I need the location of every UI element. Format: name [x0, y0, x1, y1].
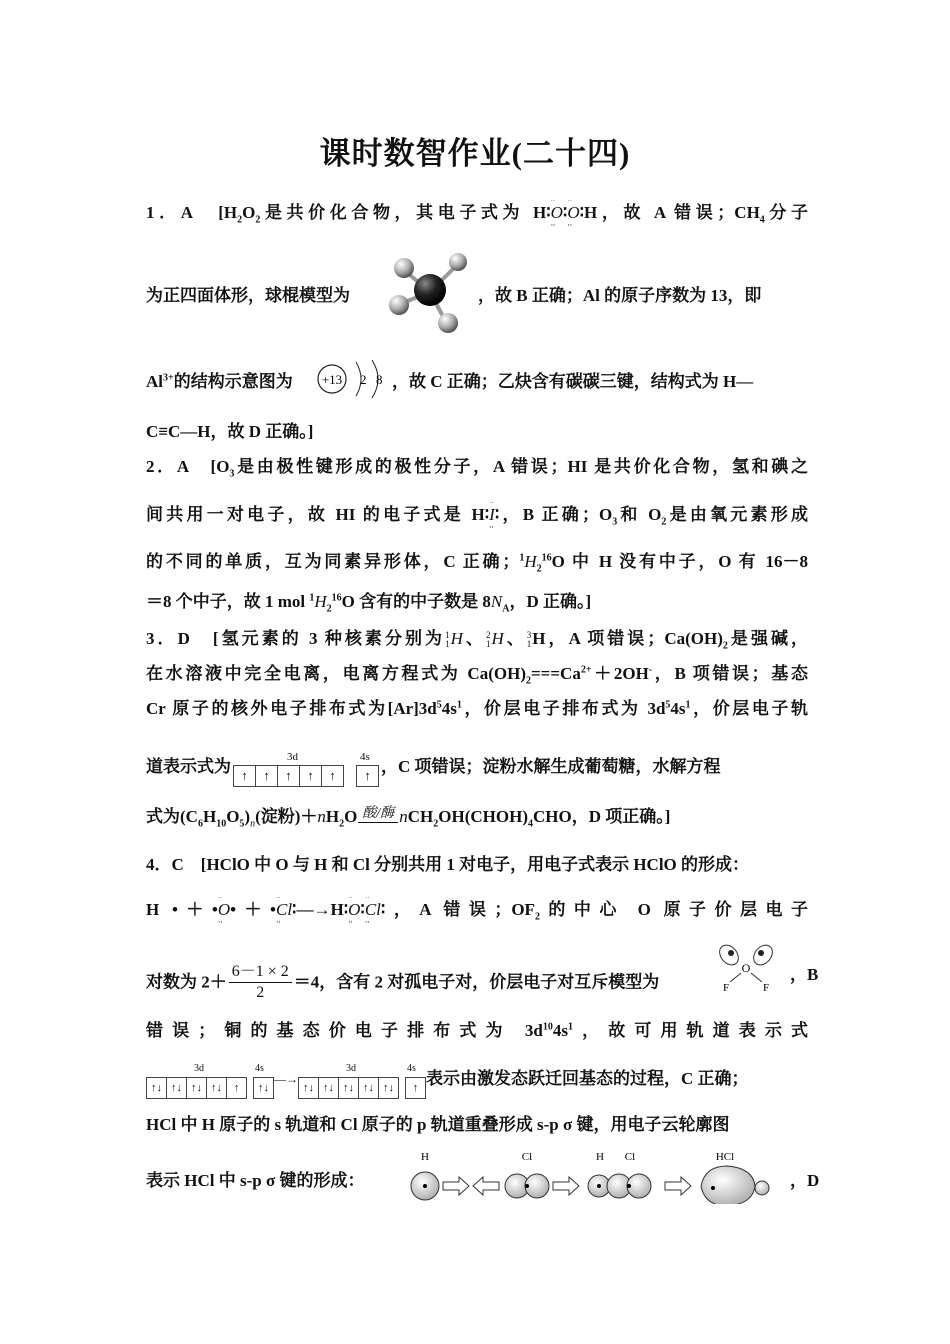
- q3-line-1: 3．D [氢元素的 3 种核素分别为 1 1 H、 2 1 H、 3 1 H，A 项错误；$Ca(OH)_2$是强碱，: [146, 629, 808, 652]
- q4-line-4: 错误；铜的基态价电子排布式为 $3d^{10}4s^1$，故可用轨道表示式: [146, 1021, 808, 1040]
- q3-line-4: 道表示式为 3d ↑ ↑ ↑ ↑ ↑ 4s ↑ ，C 项错误；淀粉水解生成葡萄糖，水解方程: [146, 746, 808, 788]
- reaction-condition: 酸/酶: [358, 806, 398, 831]
- page-title: 课时数智作业(二十四): [319, 136, 631, 171]
- vsepr-f2-label: F: [762, 982, 770, 992]
- shell-1-count: 2: [360, 372, 367, 387]
- q4-line-3: 对数为 2＋ $\frac{6-1 \times 2}{2}$ ＝4，含有 2 对孤电子对，价层电子对互斥模型为: [146, 963, 660, 1001]
- cu-ground-4s-orbital: 4s ↑: [399, 1058, 426, 1100]
- cu-excited-4s-orbital: 4s ↑↓: [247, 1058, 274, 1100]
- q4-line-1: 4．C [HClO 中 O 与 H 和 Cl 分别共用 1 对电子，用电子式表示 HClO 的形成：: [146, 855, 750, 874]
- shell-2-count: 8: [376, 372, 383, 387]
- q1-line-4: C≡C—H，故 D 正确。]: [146, 422, 314, 441]
- q1-line-2: 为正四面体形，球棍模型为: [146, 286, 350, 305]
- cloud-hcl-label: HCl: [715, 1151, 735, 1163]
- q2-line-2: 间共用一对电子，故 HI 的电子式是 H∶·· I ··∶，B 正确；$O_3$和 $O_2$是由氧元素形成: [146, 502, 808, 528]
- cu-ground-3d-orbitals: 3d ↑↓ ↑↓ ↑↓ ↑↓ ↑↓: [298, 1058, 399, 1100]
- q1-line-3: $Al^{3+}$的结构示意图为: [146, 372, 293, 391]
- q4-line-2: H •＋•·· O ··•＋•·· Cl ··∶—→H∶·· O ··∶·· Cl ··∶，A 错误；$OF_2$的中心 O 原子价层电子: [146, 897, 808, 923]
- q3-line-2: 在水溶液中完全电离，电离方程式为 $Ca(OH)_2===Ca^{2+}+2OH^-$，B 项错误；基态: [146, 664, 808, 687]
- q2-line-4: ＝8 个中子，故 1 mol $^1H_2^{16}O$ 含有的中子数是 $8N_A$，D 正确。]: [146, 592, 592, 615]
- q1-line-2b: ，故 B 正确；Al 的原子序数为 13，即: [478, 286, 762, 305]
- q2-line-3: 的不同的单质，互为同素异形体，C 正确；$^1H_2^{16}O$ 中 H 没有中子，O 有 16－8: [146, 552, 808, 575]
- q1-line-3b: ，故 C 正确；乙炔含有碳碳三键，结构式为 H—: [392, 372, 754, 391]
- cloud-h2-label: H: [596, 1151, 604, 1163]
- q4-line-7: 表示 HCl 中 s-p σ 键的形成：: [146, 1171, 365, 1190]
- hcl-sp-sigma-bond-cloud-diagram: [405, 1148, 787, 1204]
- cu-excited-3d-orbitals: 3d ↑↓ ↑↓ ↑↓ ↑↓ ↑: [146, 1058, 247, 1100]
- nucleus-charge: +13: [321, 372, 343, 387]
- vsepr-model-diagram: [717, 942, 775, 992]
- vsepr-o-label: O: [741, 961, 751, 975]
- q3-line-5: 式为$(C_6H_{10}O_5)_n$(淀粉)$+nH_2O$ 酸/酶 $nCH_2OH(CHOH)_4CHO$，D 项正确。]: [146, 805, 671, 830]
- cloud-h-label: H: [421, 1151, 429, 1163]
- cr-4s-orbital-diagram: 4s ↑: [354, 746, 381, 788]
- cloud-cl-label: Cl: [521, 1151, 533, 1163]
- q4-line-5: 3d ↑↓ ↑↓ ↑↓ ↑↓ ↑ 4s ↑↓ —→ 3d ↑↓ ↑↓ ↑↓ ↑↓ ↑↓ 4s ↑ 表示由激发态跃迁回基态的过程，C 正确；: [146, 1058, 816, 1100]
- q4-line-7b: ，D: [790, 1171, 820, 1190]
- q4-line-3b: ，B: [790, 965, 819, 984]
- fraction: $\frac{6-1 \times 2}{2}$: [229, 962, 292, 1003]
- al3-ion-structure-diagram: [312, 356, 392, 402]
- cloud-cl2-label: Cl: [624, 1151, 636, 1163]
- vsepr-f1-label: F: [722, 982, 730, 992]
- q3-line-3: Cr 原子的核外电子排布式为$[Ar]3d^54s^1$，价层电子排布式为 $3d^54s^1$，价层电子轨: [146, 699, 808, 718]
- q2-line-1: 2．A [$O_3$是由极性键形成的极性分子，A 错误；HI 是共价化合物，氢和碘之: [146, 457, 808, 480]
- q1-line-1: 1．A [$H_2O_2$是共价化合物，其电子式为 H∶·· O ··∶·· O ··∶H，故 A 错误；$CH_4$分子: [146, 200, 808, 226]
- cr-3d-orbital-diagram: 3d ↑ ↑ ↑ ↑ ↑: [231, 746, 346, 788]
- methane-ball-stick-model: [386, 250, 476, 336]
- q4-line-6: HCl 中 H 原子的 s 轨道和 Cl 原子的 p 轨道重叠形成 s-p σ 键，用电子云轮廓图: [146, 1115, 730, 1134]
